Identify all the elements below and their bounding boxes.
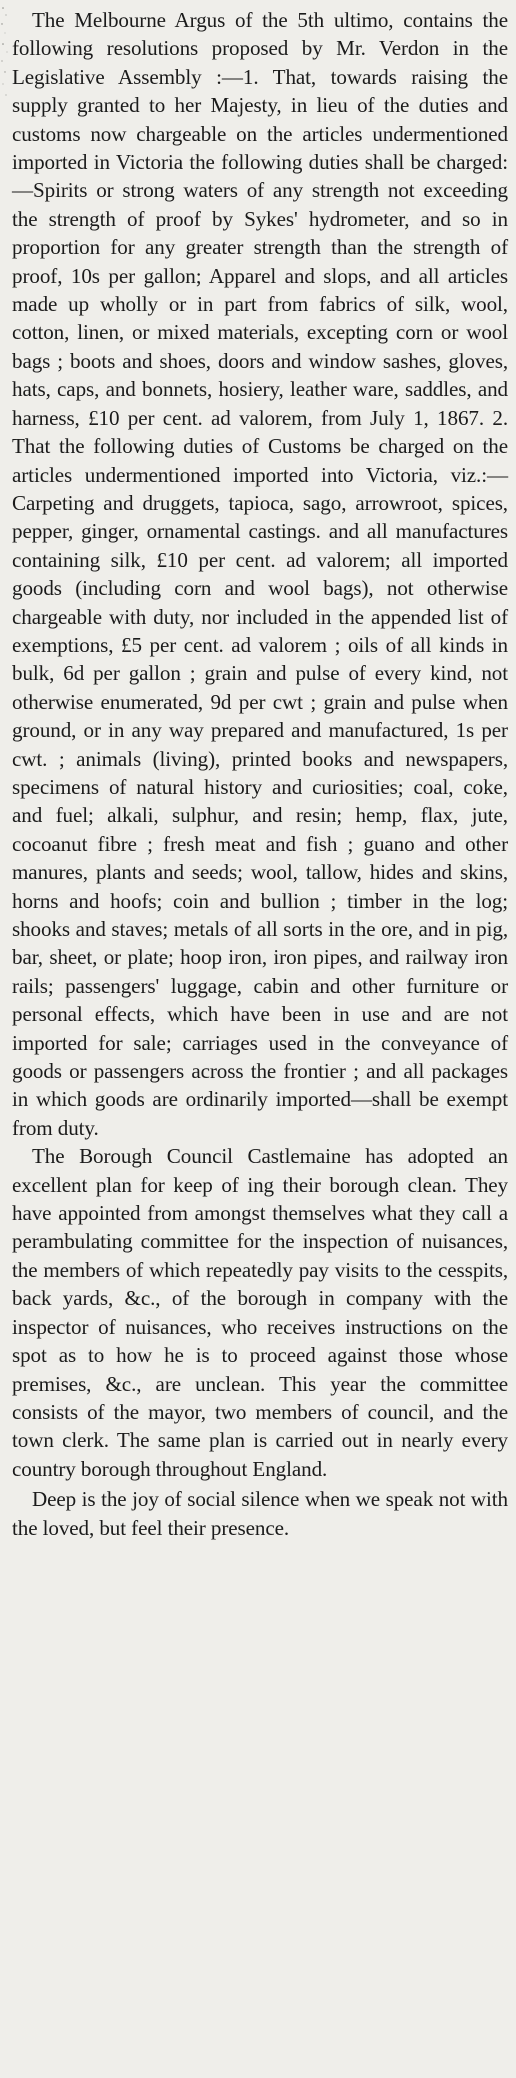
article-social-silence: Deep is the joy of social silence when we speak not with the loved, but feel their presence. bbox=[12, 1487, 508, 1540]
page-edge-specks bbox=[0, 0, 14, 110]
article-tariff-resolutions: The Melbourne Argus of the 5th ultimo, contains the following resolutions proposed by Mr. Verdon in the Legislative Assembly :—1. That, towards raising the supply granted to her Majesty, in lieu of the duties and customs now chargeable on the articles undermentioned imported in Victoria the following duties shall be charged:—Spirits or strong waters of any strength not exceeding the strength of proof by Sykes' hydrometer, and so in proportion for any greater strength than the strength of proof, 10s per gallon; Apparel and slops, and all articles made up wholly or in part from fabrics of silk, wool, cotton, linen, or mixed materials, excepting corn or wool bags ; boots and shoes, doors and window sashes, gloves, hats, caps, and bonnets, hosiery, leather ware, saddles, and harness, £10 per cent. ad valorem, from July 1, 1867. 2. That the following duties of Customs be charged on the articles undermentioned imported into Victoria, viz.:—Carpeting and druggets, tapioca, sago, arrowroot, spices, pepper, ginger, ornamental castings. and all manufactures containing silk, £10 per cent. ad valorem; all imported goods (including corn and wool bags), not otherwise chargeable with duty, nor included in the appended list of exemptions, £5 per cent. ad valorem ; oils of all kinds in bulk, 6d per gallon ; grain and pulse of every kind, not otherwise enumerated, 9d per cwt ; grain and pulse when ground, or in any way prepared and manufactured, 1s per cwt. ; animals (living), printed books and newspapers, specimens of natural history and curiosities; coal, coke, and fuel; alkali, sulphur, and resin; hemp, flax, jute, cocoanut fibre ; fresh meat and fish ; guano and other manures, plants and seeds; wool, tallow, hides and skins, horns and hoofs; coin and bullion ; timber in the log; shooks and staves; metals of all sorts in the ore, and in pig, bar, sheet, or plate; hoop iron, iron pipes, and railway iron rails; passengers' luggage, cabin and other furniture or personal effects, which have been in use and are not imported for sale; carriages used in the conveyance of goods or passengers across the frontier ; and all packages in which goods are ordinarily imported—shall be exempt from duty. bbox=[12, 8, 508, 1140]
article-castlemaine-nuisances: The Borough Council Castlemaine has adopted an excellent plan for keep of ing their borough clean. They have appointed from amongst themselves what they call a perambulating committee for the inspection of nuisances, the members of which repeatedly pay visits to the cesspits, back yards, &c., of the borough in company with the inspector of nuisances, who receives instructions on the spot as to how he is to proceed against those whose premises, &c., are unclean. This year the committee consists of the mayor, two members of council, and the town clerk. The same plan is carried out in nearly every country borough throughout England. bbox=[12, 1144, 508, 1481]
